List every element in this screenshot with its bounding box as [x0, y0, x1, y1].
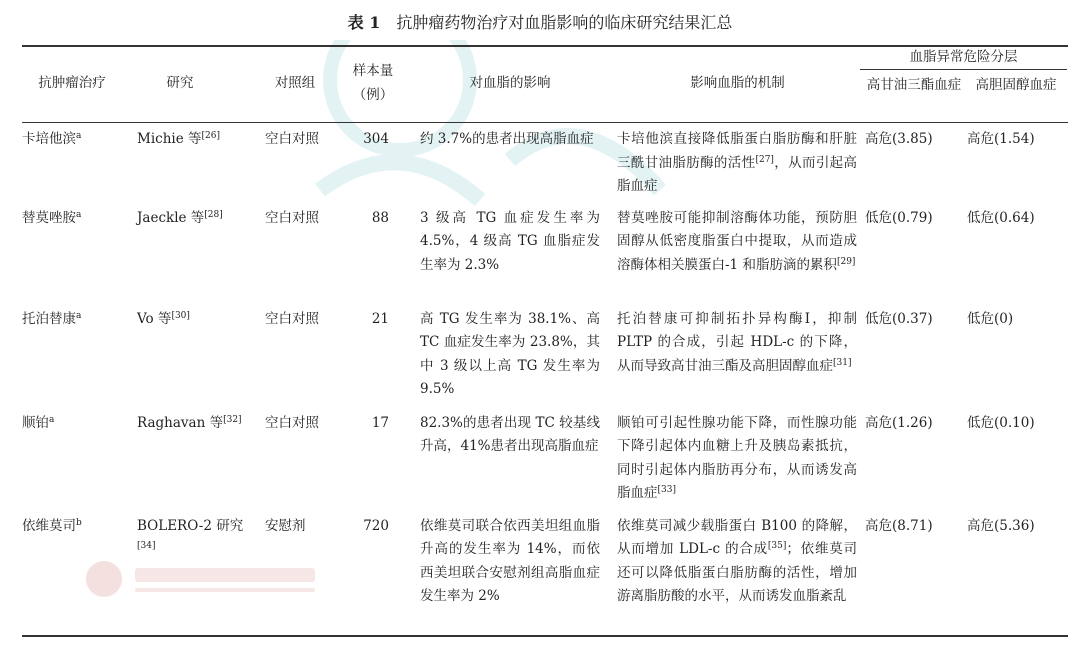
- drug-name: 依维莫司: [22, 517, 76, 534]
- reference: [34]: [137, 541, 156, 551]
- footnote-mark: a: [76, 310, 82, 321]
- control-cell: 空白对照: [265, 209, 319, 226]
- table-row: [22, 515, 1068, 635]
- effect-cell: 依维莫司联合依西美坦组血脂升高的发生率为 14%，而依西美坦联合安慰剂组高脂血症发生率为 2%: [420, 517, 600, 604]
- header-study: 研究: [166, 75, 194, 91]
- reference: [26]: [201, 131, 220, 141]
- drug-name: 顺铂: [22, 414, 49, 431]
- sample-size-cell: 720: [363, 517, 389, 534]
- effect-cell: 约 3.7%的患者出现高脂血症: [420, 131, 594, 147]
- control-cell: 空白对照: [265, 414, 319, 431]
- study-cell: [137, 128, 265, 152]
- mechanism-text: 卡培他滨直接降低脂蛋白脂肪酶和肝脏三酰甘油脂肪酶的活性: [617, 131, 857, 171]
- tg-risk-cell: 低危(0.37): [865, 310, 933, 327]
- study-cell: [137, 308, 265, 332]
- mechanism-text-tail: ；依维莫司还可以降低脂蛋白脂肪酶的活性，增加游离脂肪酸的水平，从而诱发血脂紊乱: [617, 541, 857, 604]
- mechanism-cell: [600, 308, 857, 379]
- reference: [30]: [171, 310, 190, 321]
- reference: [27]: [755, 154, 774, 165]
- drug-name: 卡培他滨: [22, 131, 76, 147]
- mechanism-text: 托泊替康可抑制拓扑异构酶Ⅰ，抑制 PLTP 的合成，引起 HDL-c 的下降，从而导致高甘油三酯及高胆固醇血症: [617, 310, 857, 374]
- mechanism-text: 替莫唑胺可能抑制溶酶体功能，预防胆固醇从低密度脂蛋白中提取，从而造成溶酶体相关膜蛋白-1 和脂肪滴的累积: [617, 209, 857, 273]
- effect-cell: 82.3%的患者出现 TC 较基线升高，41%患者出现高脂血症: [420, 414, 600, 454]
- drug-cell: [22, 308, 137, 332]
- reference: [32]: [223, 414, 242, 425]
- table-caption: [0, 12, 1080, 34]
- study-name: BOLERO-2 研究: [137, 517, 244, 534]
- bottom-rule: [22, 635, 1068, 637]
- study-cell: [137, 207, 265, 231]
- sample-size-cell: 304: [363, 131, 389, 147]
- tc-risk-cell: 低危(0.64): [967, 209, 1035, 226]
- reference: [29]: [836, 256, 856, 267]
- tg-risk-cell: 低危(0.79): [865, 209, 933, 226]
- footnote-mark: a: [49, 414, 55, 425]
- drug-cell: [22, 128, 137, 152]
- table-label: 表 1: [347, 13, 381, 32]
- mechanism-cell: [600, 515, 857, 609]
- header-mechanism: 影响血脂的机制: [690, 75, 785, 91]
- tc-risk-cell: 低危(0): [967, 310, 1014, 327]
- sample-size-cell: 17: [371, 414, 389, 431]
- tg-risk-cell: 高危(3.85): [865, 131, 933, 147]
- drug-cell: [22, 412, 137, 436]
- mechanism-cell: [600, 207, 857, 278]
- control-cell: 安慰剂: [265, 517, 306, 534]
- study-name: Raghavan 等: [137, 414, 224, 431]
- mechanism-text: 顺铂可引起性腺功能下降，而性腺功能下降引起体内血糖上升及胰岛素抵抗，同时引起体内脂肪再分布，从而诱发高脂血症: [617, 414, 857, 501]
- footnote-mark: b: [76, 517, 82, 528]
- sample-size-cell: 21: [371, 310, 389, 327]
- study-name: Jaeckle 等: [137, 209, 205, 226]
- effect-cell: 3 级高 TG 血症发生率为 4.5%，4 级高 TG 血脂症发生率为 2.3%: [420, 209, 600, 273]
- mechanism-text: 依维莫司减少载脂蛋白 B100 的降解，从而增加 LDL-c 的合成: [617, 517, 857, 557]
- drug-cell: [22, 515, 137, 539]
- mechanism-cell: [600, 412, 857, 506]
- study-cell: [137, 515, 265, 562]
- header-sample-size: 样本量（例）: [352, 63, 394, 103]
- reference: [35]: [767, 541, 787, 551]
- header-drug: 抗肿瘤治疗: [38, 75, 106, 91]
- tc-risk-cell: 低危(0.10): [967, 414, 1035, 431]
- tg-risk-cell: 高危(8.71): [865, 517, 933, 534]
- footnote-mark: a: [76, 131, 82, 141]
- tc-risk-cell: 高危(5.36): [967, 517, 1035, 534]
- drug-name: 替莫唑胺: [22, 209, 76, 226]
- drug-cell: [22, 207, 137, 231]
- header-tc: 高胆固醇血症: [975, 77, 1057, 93]
- header-effect: 对血脂的影响: [469, 75, 551, 91]
- header-risk-group: 血脂异常危险分层: [909, 49, 1018, 65]
- table-row: [22, 207, 1068, 308]
- table-body: [22, 123, 1068, 635]
- footnote-mark: a: [76, 209, 82, 220]
- drug-name: 托泊替康: [22, 310, 76, 327]
- table-row: [22, 128, 1068, 207]
- sample-size-cell: 88: [371, 209, 389, 226]
- study-name: Vo 等: [137, 310, 172, 327]
- header-tg: 高甘油三酯血症: [866, 77, 962, 93]
- header-control: 对照组: [274, 75, 316, 91]
- mechanism-cell: [600, 128, 857, 199]
- mechanism-text-tail: ，从而引起高脂血症: [617, 154, 858, 194]
- table-row: [22, 308, 1068, 412]
- control-cell: 空白对照: [265, 310, 319, 327]
- effect-cell: 高 TG 发生率为 38.1%、高 TC 血症发生率为 23.8%，其中 3 级以上高 TG 发生率为 9.5%: [420, 310, 600, 397]
- table-title: 抗肿瘤药物治疗对血脂影响的临床研究结果汇总: [396, 13, 733, 32]
- control-cell: 空白对照: [265, 131, 319, 147]
- study-name: Michie 等: [137, 131, 202, 147]
- reference: [33]: [657, 485, 676, 495]
- reference: [28]: [204, 209, 223, 220]
- tc-risk-cell: 高危(1.54): [967, 131, 1035, 147]
- study-cell: [137, 412, 265, 436]
- reference: [31]: [833, 357, 852, 368]
- table-row: [22, 412, 1068, 515]
- tg-risk-cell: 高危(1.26): [865, 414, 933, 431]
